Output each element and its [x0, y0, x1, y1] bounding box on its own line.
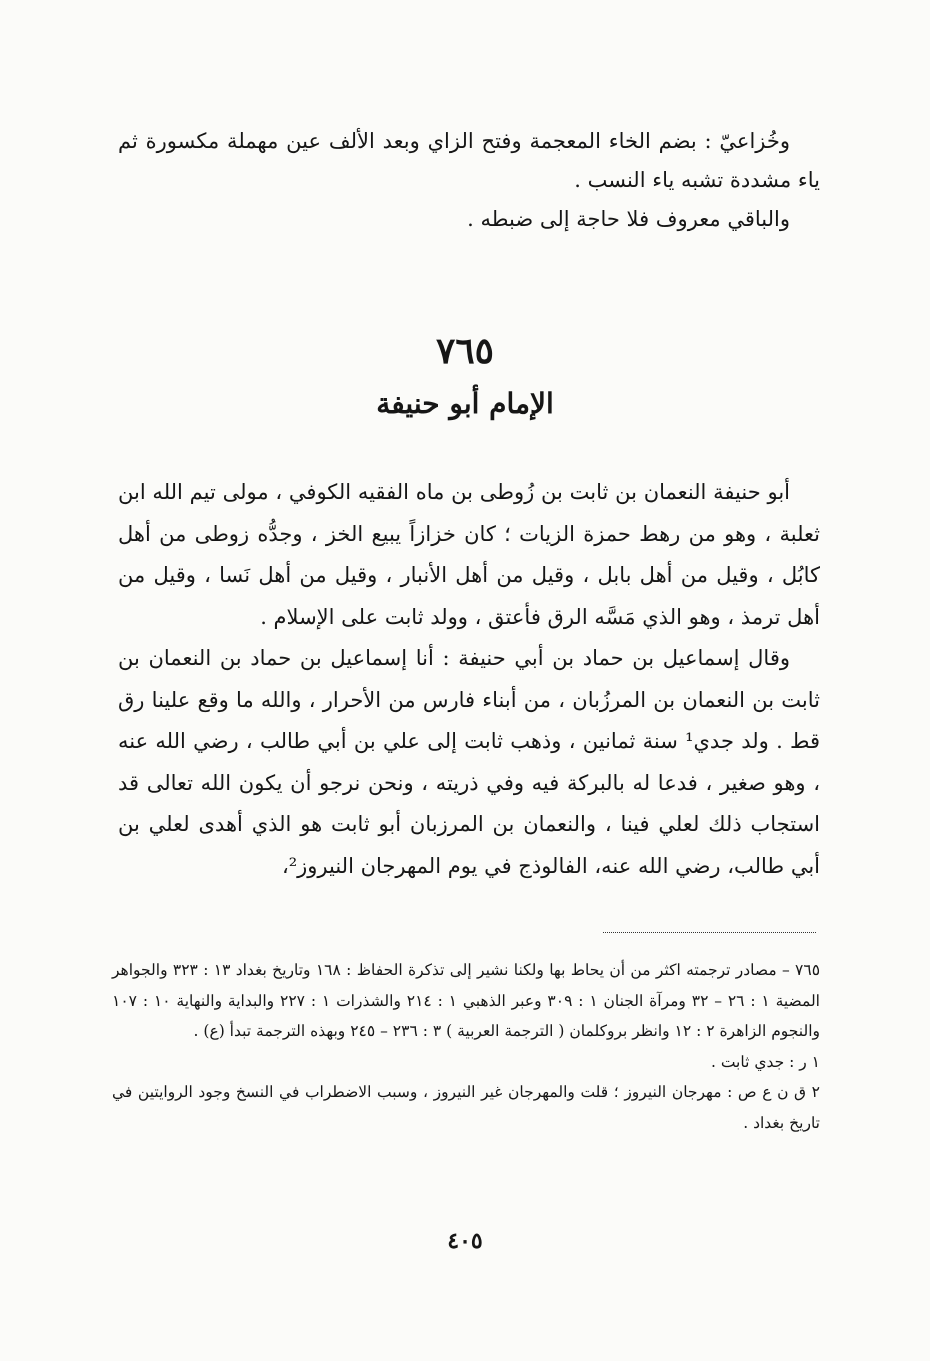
footnote-sources: ٧٦٥ – مصادر ترجمته اكثر من أن يحاط بها ولكنا نشير إلى تذكرة الحفاظ : ١٦٨ وتاريخ بغداد ١٣ : ٣٢٣ والجواهر المضية ١ : ٢٦ – ٣٢ ومرآة الجنان ١ : ٣٠٩ وعبر الذهبي ١ : ٢١٤ والشذرات ١ : ٢٢٧ والبداية والنهاية ١٠ : ١٠٧ والنجوم الزاهرة ٢ : ١٢ وانظر بروكلمان ( الترجمة العربية ) ٣ : ٢٣٦ – ٢٤٥ وبهذه الترجمة تبدأ (ع) . — [112, 961, 821, 1040]
entry-body — [118, 472, 820, 887]
entry-title: الإمام أبو حنيفة — [376, 387, 554, 420]
intro-paragraph: والباقي معروف فلا حاجة إلى ضبطه . — [467, 207, 790, 231]
page-number: ٤٠٥ — [447, 1228, 483, 1254]
body-paragraph: وقال إسماعيل بن حماد بن أبي حنيفة : أنا إسماعيل بن حماد بن النعمان بن ثابت بن النعمان بن المرزُبان ، من أبناء فارس من الأحرار ، والله ما وقع علينا رق قط . ولد جدي¹ سنة ثمانين ، وذهب ثابت إلى علي بن أبي طالب ، رضي الله عنه ، وهو صغير ، فدعا له بالبركة فيه وفي ذريته ، ونحن نرجو أن يكون الله تعالى قد استجاب ذلك لعلي فينا ، والنعمان بن المرزبان أبو ثابت هو الذي أهدى لعلي بن أبي طالب، رضي الله عنه، الفالوذج في يوم المهرجان النيروز²، — [118, 646, 820, 878]
footnote-2: ٢ ق ن ع ص : مهرجان النيروز ؛ قلت والمهرجان غير النيروز ، وسبب الاضطراب في النسخ وجود الروايتين في تاريخ بغداد . — [112, 1083, 820, 1132]
body-paragraph: أبو حنيفة النعمان بن ثابت بن زُوطى بن ماه الفقيه الكوفي ، مولى تيم الله ابن ثعلبة ، وهو من رهط حمزة الزيات ؛ كان خزازاً يبيع الخز ، وجدُّه زوطى من أهل كابُل ، وقيل من أهل بابل ، وقيل من أهل الأنبار ، وقيل من أهل نَسا ، وقيل من أهل ترمذ ، وهو الذي مَسَّه الرق فأعتق ، وولد ثابت على الإسلام . — [118, 480, 820, 629]
footnotes — [112, 955, 820, 1138]
footnote-divider — [603, 932, 816, 933]
entry-number: ٧٦٥ — [435, 330, 494, 372]
previous-entry-ending — [118, 122, 820, 239]
intro-paragraph: وخُزاعيّ : بضم الخاء المعجمة وفتح الزاي وبعد الألف عين مهملة مكسورة ثم ياء مشددة تشبه ياء النسب . — [118, 129, 820, 192]
footnote-1: ١ ر : جدي ثابت . — [710, 1052, 820, 1071]
